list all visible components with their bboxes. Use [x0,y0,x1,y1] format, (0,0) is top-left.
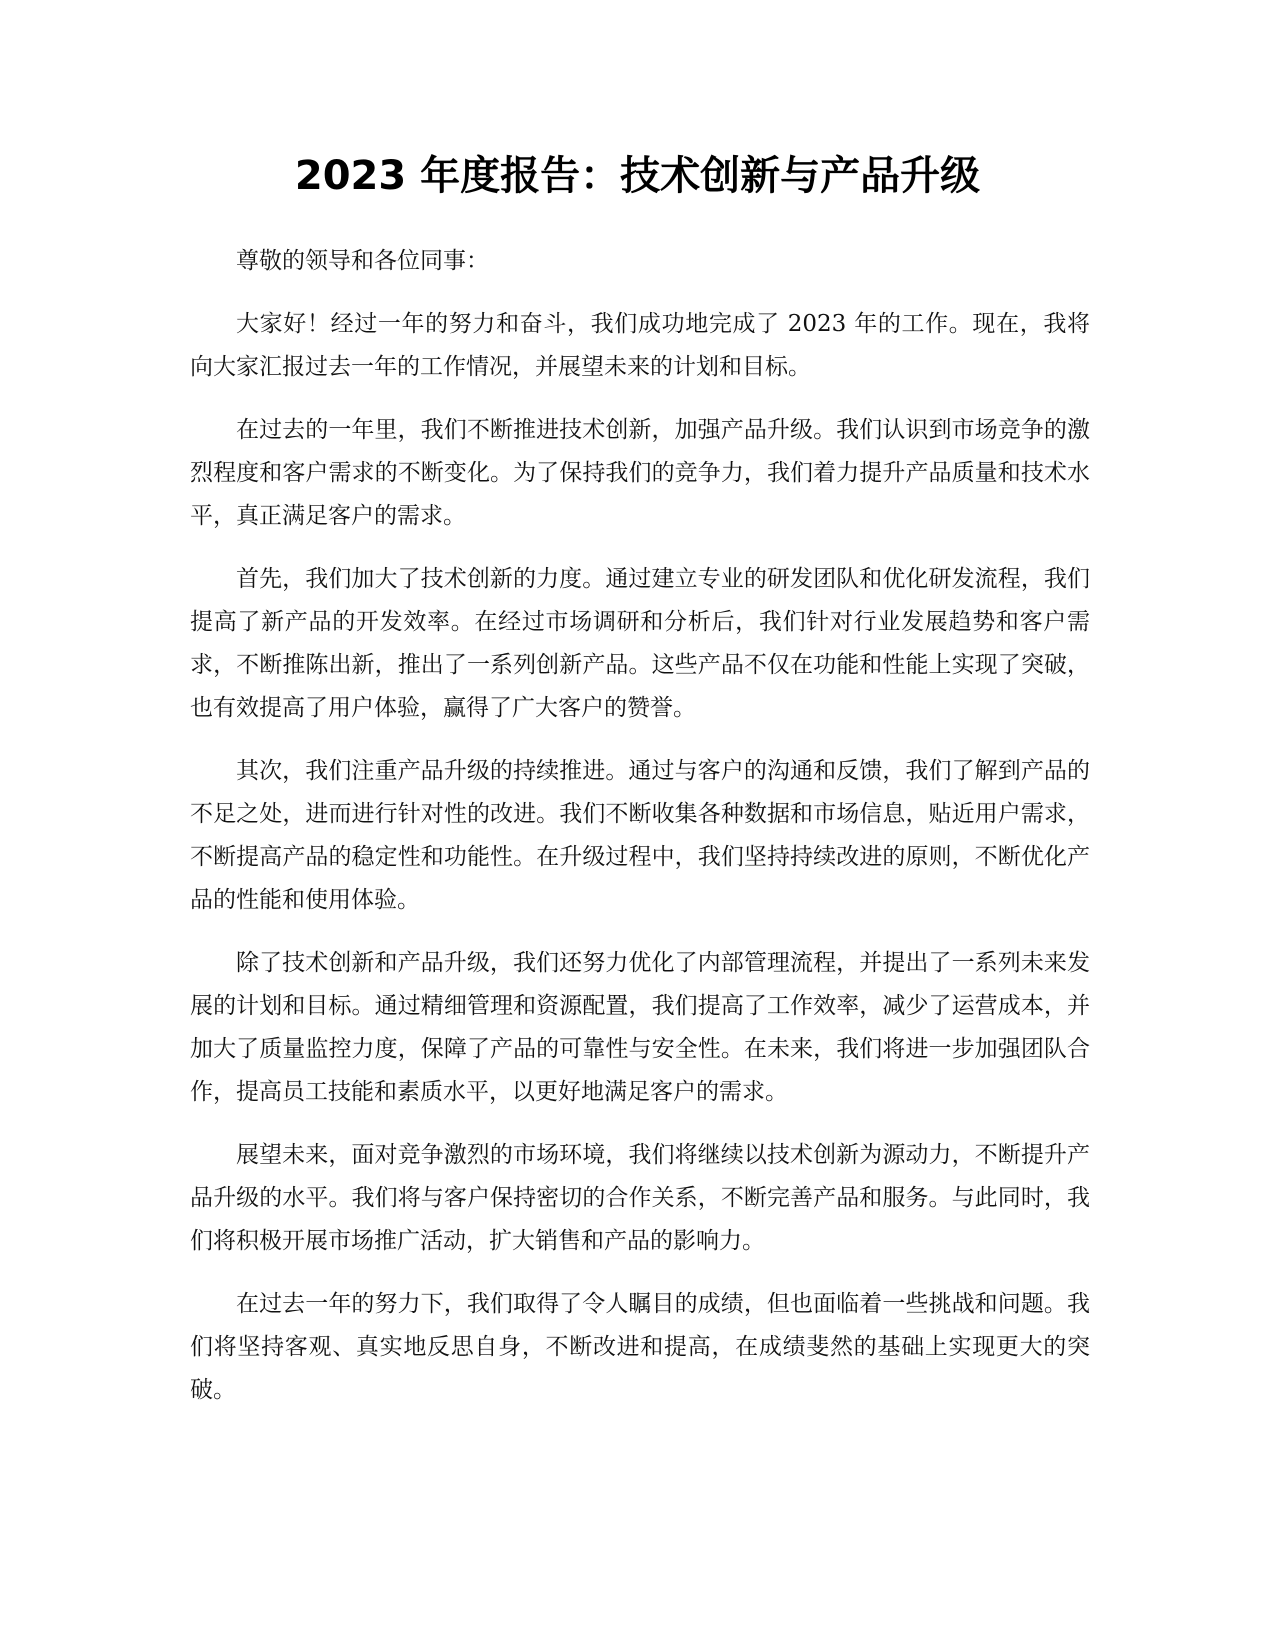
paragraph-overview: 在过去的一年里，我们不断推进技术创新，加强产品升级。我们认识到市场竞争的激烈程度和客户需求的不断变化。为了保持我们的竞争力，我们着力提升产品质量和技术水平，真正满足客户的需求。 [190,417,1090,529]
paragraph-upgrade: 其次，我们注重产品升级的持续推进。通过与客户的沟通和反馈，我们了解到产品的不足之处，进而进行针对性的改进。我们不断收集各种数据和市场信息，贴近用户需求，不断提高产品的稳定性和功能性。在升级过程中，我们坚持持续改进的原则，不断优化产品的性能和使用体验。 [190,758,1090,913]
paragraph-conclusion: 在过去一年的努力下，我们取得了令人瞩目的成绩，但也面临着一些挑战和问题。我们将坚持客观、真实地反思自身，不断改进和提高，在成绩斐然的基础上实现更大的突破。 [190,1291,1090,1403]
paragraph-outlook: 展望未来，面对竞争激烈的市场环境，我们将继续以技术创新为源动力，不断提升产品升级的水平。我们将与客户保持密切的合作关系，不断完善产品和服务。与此同时，我们将积极开展市场推广活动，扩大销售和产品的影响力。 [190,1142,1090,1254]
salutation: 尊敬的领导和各位同事： [236,248,489,274]
paragraph-greeting: 大家好！经过一年的努力和奋斗，我们成功地完成了 2023 年的工作。现在，我将向大家汇报过去一年的工作情况，并展望未来的计划和目标。 [190,311,1090,380]
document-title: 2023 年度报告：技术创新与产品升级 [294,153,981,199]
paragraph-management: 除了技术创新和产品升级，我们还努力优化了内部管理流程，并提出了一系列未来发展的计划和目标。通过精细管理和资源配置，我们提高了工作效率，减少了运营成本，并加大了质量监控力度，保障了产品的可靠性与安全性。在未来，我们将进一步加强团队合作，提高员工技能和素质水平，以更好地满足客户的需求。 [190,950,1090,1105]
document-body [190,240,1090,1432]
paragraph-innovation: 首先，我们加大了技术创新的力度。通过建立专业的研发团队和优化研发流程，我们提高了新产品的开发效率。在经过市场调研和分析后，我们针对行业发展趋势和客户需求，不断推陈出新，推出了一系列创新产品。这些产品不仅在功能和性能上实现了突破，也有效提高了用户体验，赢得了广大客户的赞誉。 [190,566,1090,721]
